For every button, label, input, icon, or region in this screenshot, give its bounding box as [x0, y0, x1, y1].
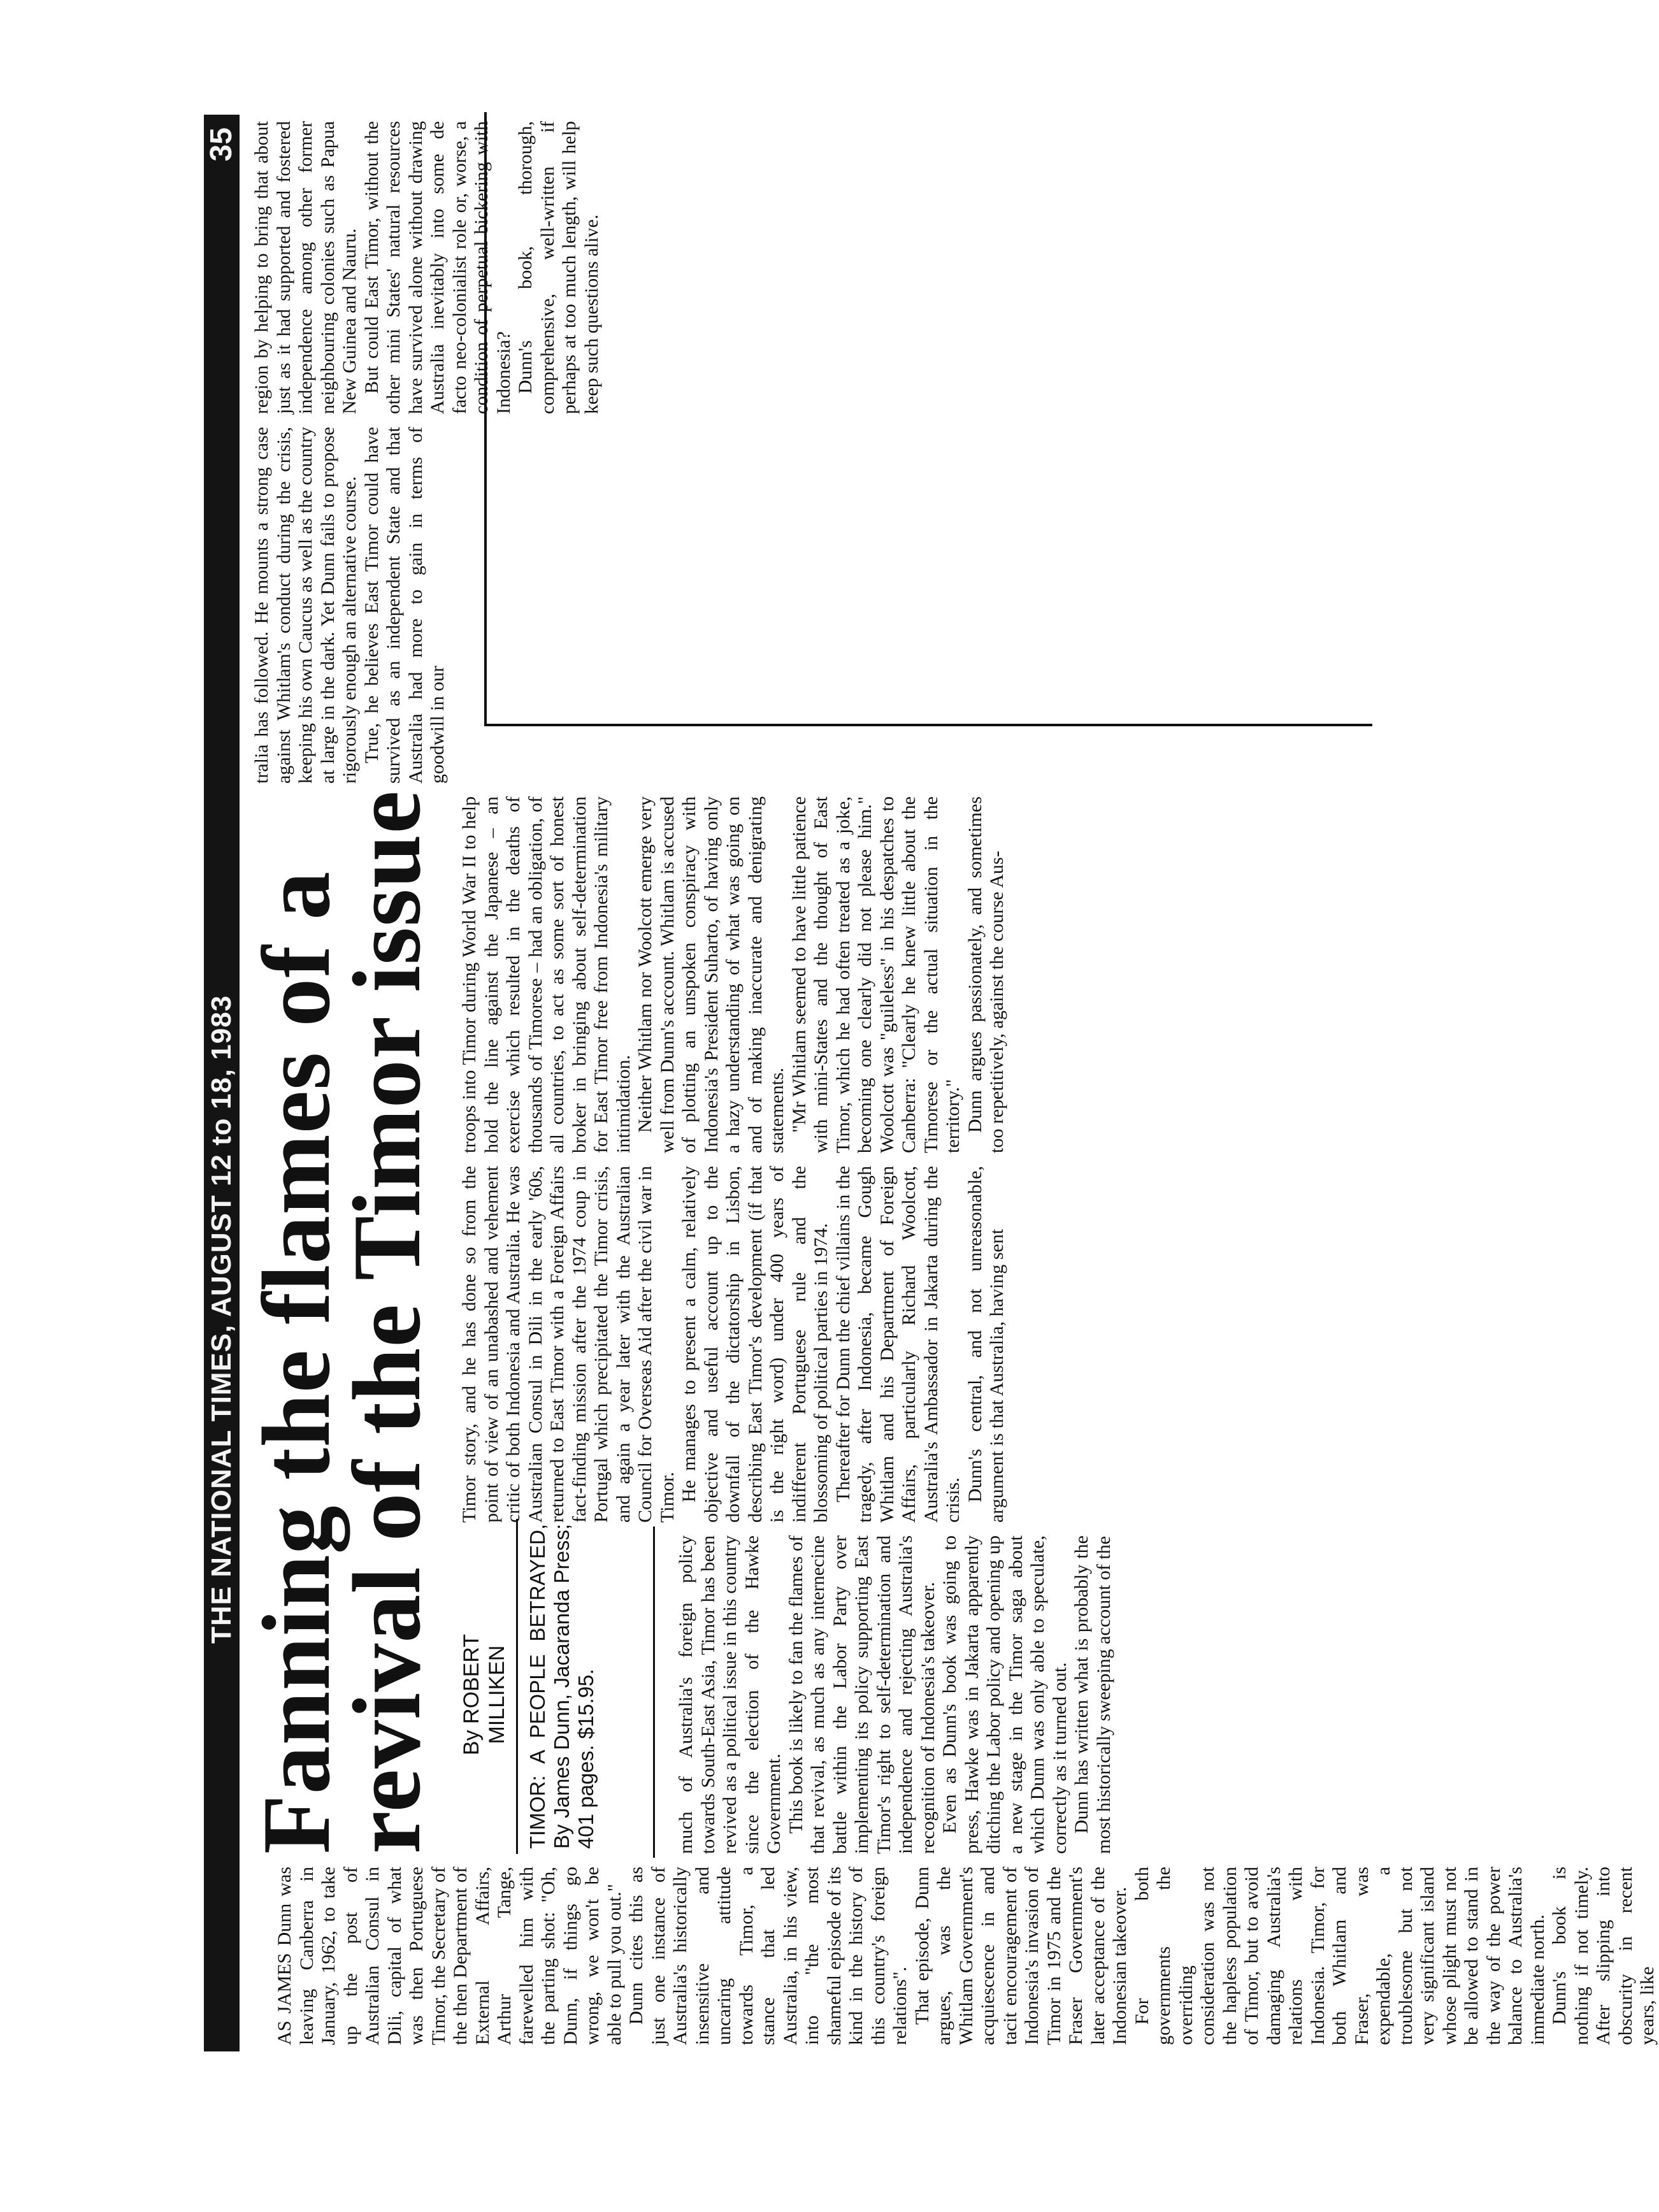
masthead-bar	[204, 115, 240, 2051]
byline-line-1: By ROBERT	[459, 1634, 484, 1756]
article-column-5	[251, 427, 468, 784]
article-column-4	[459, 796, 1370, 1153]
article-paragraph: Dunn's book, thorough, comprehensive, well-written if perhaps at too much length, will help keep such questions alive.	[515, 121, 602, 414]
article-paragraph: region by helping to bring that about just as it had supported and fostered independence among other former neighbouring colonies such as Papua New Guinea and Nauru.	[251, 121, 360, 414]
article-paragraph: Timor story, and he has done so from the point of view of an unabashed and vehement critic of both Indonesia and Australia. He was Australian Consul in Dili in the early '60s, returned to East Timor with a Foreign Affairs fact-finding mission after the 1974 coup in Portugal which precipitated the Timor crisis, and again a year later with the Australian Council for Overseas Aid after the civil war in Timor.	[459, 1166, 678, 1523]
article-column-2	[675, 1535, 1370, 1854]
article-paragraph: True, he believes East Timor could have survived as an independent State and that Australia had more to gain in terms of goodwill in our	[361, 427, 448, 784]
article-paragraph: much of Australia's foreign policy towards South-East Asia, Timor has been revived as a political issue in this country since the election of the Hawke Government.	[675, 1535, 784, 1854]
newspaper-page	[204, 115, 1658, 2051]
headline-line-1: Fanning the flames of a	[243, 871, 350, 1854]
article-paragraph: Neither Whitlam nor Woolcott emerge very well from Dunn's account. Whitlam is accused of plotting an unspoken conspiracy with Indonesia's President Suharto, of having only a hazy understanding of what was going on and of making inaccurate and denigrating statements.	[635, 796, 787, 1153]
article-paragraph: AS JAMES Dunn was leaving Canberra in January, 1962, to take up the post of Australian Consul in Dili, capital of what was then Portuguese Timor, the Secretary of the then Department of External Affairs, Arthur Tange, farewelled him with the parting shot: "Oh, Dunn, if things go wrong, we won't be able to pull you out."	[274, 1867, 625, 2045]
article-headline	[243, 790, 440, 1854]
byline-line-2: MILLIKEN	[485, 1645, 509, 1744]
book-info: TIMOR: A PEOPLE BETRAYED, By James Dunn, Jacaranda Press; 401 pages. $15.95.	[516, 1519, 598, 1854]
article-column-1	[274, 1867, 1658, 2045]
article-paragraph: That episode, Dunn argues, was the Whitlam Government's acquiescence in and tacit encouragement of Indonesia's invasion of Timor in 1975 and the Fraser Government's later acceptance of the Indonesian takeover.	[911, 1867, 1130, 2045]
article-paragraph: This book is likely to fan the flames of that revival, as much as any internecine battle within the Labor Party over implementing its policy supporting East Timor's right to self-determination and independence and rejecting Australia's recognition of Indonesia's takeover.	[785, 1535, 938, 1854]
article-paragraph: Dunn has written what is probably the most historically sweeping account of the	[1071, 1535, 1114, 1854]
article-paragraph: Even as Dunn's book was going to press, Hawke was in Jakarta apparently ditching the Labor policy and opening up a new stage in the Timor saga about which Dunn was only able to speculate, correctly as it turned out.	[939, 1535, 1070, 1854]
article-column-3	[459, 1166, 1370, 1523]
book-info-rule	[653, 1526, 655, 1858]
masthead-title: THE NATIONAL TIMES, AUGUST 12 to 18, 1983	[206, 995, 237, 1644]
article-paragraph: Dunn's book is nothing if not timely. After slipping into obscurity in recent years, like	[1549, 1867, 1658, 2045]
article-paragraph: Dunn argues passionately, and sometimes too repetitively, against the course Aus-	[964, 796, 1007, 1153]
article-paragraph: But could East Timor, without the other mini States' natural resources have survived alone without drawing Australia inevitably into some de facto neo-colonialist role or, worse, a condition of perpetual bickering with Indonesia?	[361, 121, 514, 414]
empty-box-frame	[484, 112, 1372, 726]
article-paragraph: Dunn cites this as just one instance of Australia's historically insensitive and uncaring attitude towards Timor, a stance that led Australia, in his view, into "the most shameful episode of its kind in the history of this country's foreign relations".	[626, 1867, 910, 2045]
article-paragraph: "Mr Whitlam seemed to have little patience with mini-States and the thought of East Timor, which he had often treated as a joke, becoming one clearly did not please him." Woolcott was "guileless" in his despatches to Canberra: "Clearly he knew little about the Timorese or the actual situation in the territory."	[788, 796, 963, 1153]
headline-line-2: revival of the Timor issue	[333, 790, 440, 1854]
page-number: 35	[205, 127, 238, 162]
article-paragraph: Thereafter for Dunn the chief villains in the tragedy, after Indonesia, became Gough Whitlam and his Department of Foreign Affairs, particularly Richard Woolcott, Australia's Ambassador in Jakarta during the crisis.	[832, 1166, 963, 1523]
article-paragraph: tralia has followed. He mounts a strong case against Whitlam's conduct during the crisis, keeping his own Caucus as well as the country at large in the dark. Yet Dunn fails to propose rigorously enough an alternative course.	[251, 427, 360, 784]
article-paragraph: troops into Timor during World War II to help hold the line against the Japanese – an exercise which resulted in the deaths of thousands of Timorese – had an obligation, of all countries, to act as some sort of honest broker in bringing about self-determination for East Timor free from Indonesia's military intimidation.	[459, 796, 634, 1153]
article-paragraph: Dunn's central, and not unreasonable, argument is that Australia, having sent	[964, 1166, 1007, 1523]
article-paragraph: For both governments the overriding consideration was not the hapless population of Timor, but to avoid damaging Australia's relations with Indonesia. Timor, for both Whitlam and Fraser, was expendable, a troublesome but not very significant island whose plight must not be allowed to stand in the way of the power balance to Australia's immediate north.	[1131, 1867, 1548, 2045]
article-paragraph: He manages to present a calm, relatively objective and useful account up to the downfall of the dictatorship in Lisbon, describing East Timor's development (if that is the right word) under 400 years of indifferent Portuguese rule and the blossoming of political parties in 1974.	[679, 1166, 831, 1523]
article-column-6	[251, 121, 602, 414]
byline	[459, 1535, 510, 1854]
